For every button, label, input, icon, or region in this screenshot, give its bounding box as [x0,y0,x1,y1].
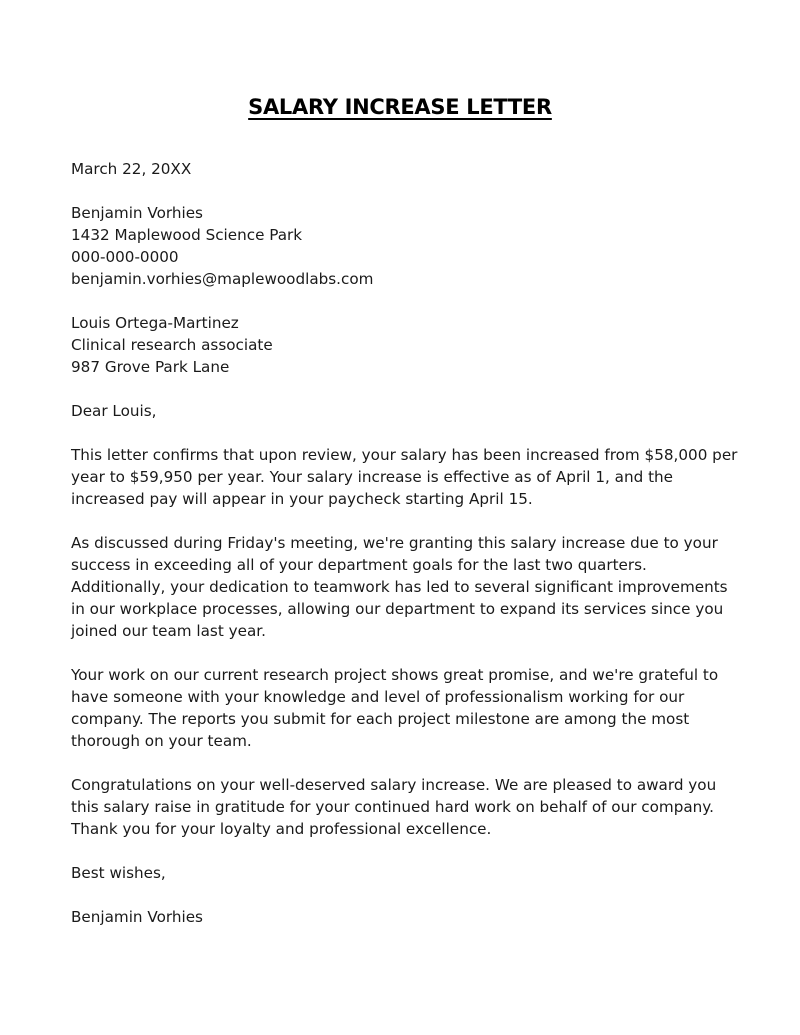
paragraph-2 [71,532,731,642]
paragraph-line: Your work on our current research project shows great promise, and we're grateful to [71,666,719,684]
letter-date: March 22, 20XX [71,160,192,178]
paragraph-line: success in exceeding all of your department goals for the last two quarters. [71,556,647,574]
sender-block [71,202,731,290]
recipient-name: Louis Ortega-Martinez [71,314,239,332]
paragraph-line: Additionally, your dedication to teamwork has led to several significant improvements [71,578,728,596]
signature-name: Benjamin Vorhies [71,908,203,926]
paragraph-line: in our workplace processes, allowing our department to expand its services since you [71,600,724,618]
sender-phone: 000-000-0000 [71,248,179,266]
closing-block [71,862,731,884]
paragraph-3 [71,664,731,752]
recipient-title: Clinical research associate [71,336,273,354]
paragraph-line: thorough on your team. [71,732,252,750]
paragraph-line: this salary raise in gratitude for your continued hard work on behalf of our company. [71,798,714,816]
closing: Best wishes, [71,864,166,882]
paragraph-4 [71,774,731,840]
sender-email: benjamin.vorhies@maplewoodlabs.com [71,270,374,288]
recipient-address: 987 Grove Park Lane [71,358,230,376]
paragraph-line: Thank you for your loyalty and professional excellence. [71,820,492,838]
salutation-block [71,400,731,422]
paragraph-line: This letter confirms that upon review, your salary has been increased from $58,000 per [71,446,738,464]
paragraph-line: joined our team last year. [71,622,266,640]
paragraph-line: company. The reports you submit for each project milestone are among the most [71,710,690,728]
paragraph-line: Congratulations on your well-deserved salary increase. We are pleased to award you [71,776,717,794]
signature-block [71,906,731,928]
paragraph-line: year to $59,950 per year. Your salary increase is effective as of April 1, and the [71,468,674,486]
sender-name: Benjamin Vorhies [71,204,203,222]
paragraph-line: As discussed during Friday's meeting, we're granting this salary increase due to your [71,534,718,552]
paragraph-line: have someone with your knowledge and level of professionalism working for our [71,688,685,706]
salutation: Dear Louis, [71,402,157,420]
paragraph-1 [71,444,738,510]
letter-body [71,158,738,928]
recipient-block [71,312,731,378]
sender-address: 1432 Maplewood Science Park [71,226,303,244]
date-block [71,158,731,180]
paragraph-line: increased pay will appear in your paycheck starting April 15. [71,490,533,508]
letter-title: SALARY INCREASE LETTER [248,95,552,119]
